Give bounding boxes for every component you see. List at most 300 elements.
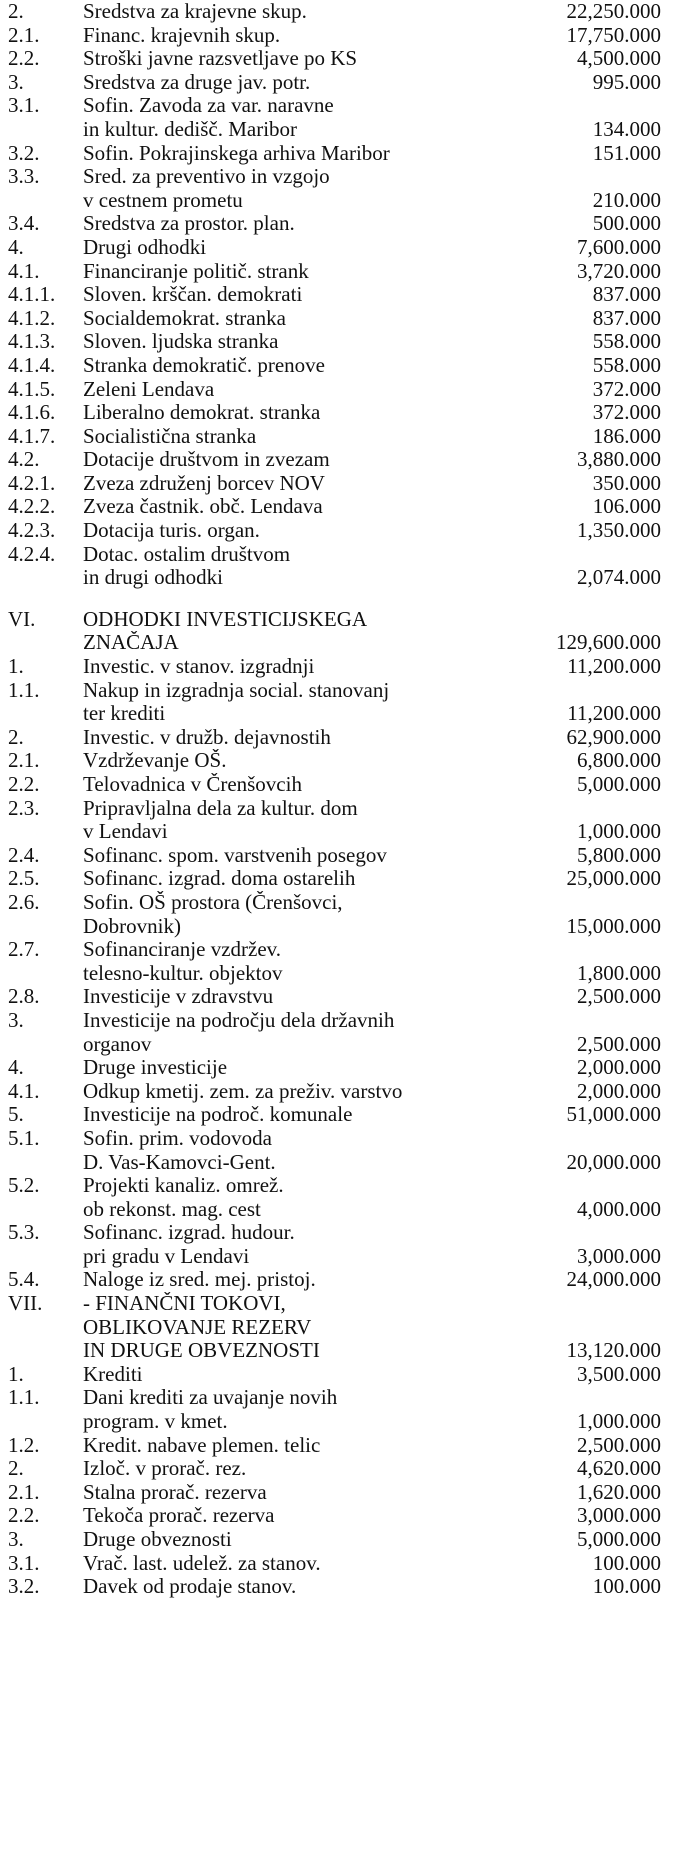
item-description: Dotac. ostalim društvom	[83, 542, 291, 566]
item-amount: 5,000.000	[577, 772, 661, 796]
item-amount: 62,900.000	[566, 724, 661, 749]
item-description: Sofin. Pokrajinskega arhiva Maribor	[83, 141, 390, 165]
item-number: 5.	[8, 1102, 24, 1127]
item-number: 3.1.	[8, 93, 40, 118]
budget-row	[8, 1528, 681, 1552]
item-number: 1.	[8, 1361, 24, 1386]
item-description: Odkup kmetij. zem. za preživ. varstvo	[83, 1079, 403, 1103]
budget-row	[8, 283, 681, 307]
budget-row-line	[8, 608, 681, 632]
item-number: 2.5.	[8, 866, 40, 891]
item-description: ter krediti	[83, 702, 166, 726]
item-description: Telovadnica v Črenšovcih	[83, 773, 302, 796]
item-description: Nakup in izgradnja social. stanovanj	[83, 678, 390, 702]
item-number: 4.1.1.	[8, 282, 56, 307]
item-number: 5.2.	[8, 1173, 40, 1198]
item-amount: 2,074.000	[577, 565, 661, 590]
budget-row-line	[8, 283, 681, 307]
budget-row	[8, 24, 681, 48]
budget-row	[8, 1292, 681, 1363]
item-amount: 1,800.000	[577, 960, 661, 985]
item-amount: 6,800.000	[577, 748, 661, 773]
item-description: Projekti kanaliz. omrež.	[83, 1174, 284, 1198]
budget-row	[8, 1386, 681, 1433]
item-amount: 11,200.000	[567, 654, 661, 679]
item-description: Tekoča prorač. rezerva	[83, 1504, 275, 1528]
budget-row-line	[8, 1009, 681, 1033]
item-number: 2.2.	[8, 772, 40, 796]
budget-row-line	[8, 773, 681, 797]
budget-row	[8, 773, 681, 797]
budget-row-line	[8, 938, 681, 962]
item-description: Zveza združenj borcev NOV	[83, 471, 325, 495]
budget-row	[8, 1457, 681, 1481]
item-amount	[551, 891, 681, 915]
item-number: 4.2.4.	[8, 541, 56, 566]
item-description: Sofin. OŠ prostora (Črenšovci,	[83, 890, 343, 914]
budget-row	[8, 142, 681, 166]
budget-row	[8, 307, 681, 331]
item-number	[8, 1033, 83, 1057]
budget-row	[8, 165, 681, 212]
item-amount: 1,000.000	[577, 819, 661, 844]
item-number: 4.1.	[8, 258, 40, 283]
item-description: v Lendavi	[83, 820, 168, 844]
item-description: Sredstva za druge jav. potr.	[83, 70, 311, 94]
budget-row-line	[8, 165, 681, 189]
item-amount: 995.000	[592, 69, 661, 94]
budget-row-line	[8, 702, 681, 726]
budget-row-line	[8, 260, 681, 284]
item-number	[8, 118, 83, 142]
budget-row	[8, 543, 681, 590]
item-description: Sofinanciranje vzdržev.	[83, 938, 282, 962]
item-amount: 25,000.000	[566, 866, 661, 891]
budget-row-line	[8, 1552, 681, 1576]
item-number: 4.1.5.	[8, 376, 56, 401]
budget-row-line	[8, 189, 681, 213]
item-number	[8, 1245, 83, 1269]
budget-row-line	[8, 142, 681, 166]
item-description: Socialistična stranka	[83, 424, 257, 448]
budget-row	[8, 608, 681, 655]
budget-row-line	[8, 1504, 681, 1528]
budget-row-line	[8, 1339, 681, 1363]
budget-row-line	[8, 1292, 681, 1316]
budget-row	[8, 236, 681, 260]
budget-row-line	[8, 985, 681, 1009]
item-number: 4.	[8, 1055, 24, 1080]
item-amount: 4,000.000	[577, 1196, 661, 1221]
item-description: - FINANČNI TOKOVI,	[83, 1292, 286, 1316]
item-number: 3.	[8, 1007, 24, 1032]
budget-row	[8, 797, 681, 844]
budget-row	[8, 1363, 681, 1387]
item-amount	[551, 1174, 681, 1198]
budget-row	[8, 212, 681, 236]
budget-row	[8, 0, 681, 24]
item-amount: 1,000.000	[577, 1409, 661, 1434]
item-number: 3.2.	[8, 1574, 40, 1599]
item-amount: 134.000	[592, 116, 661, 141]
budget-row-line	[8, 236, 681, 260]
budget-row-line	[8, 212, 681, 236]
item-number: 4.1.	[8, 1078, 40, 1103]
budget-row-line	[8, 726, 681, 750]
item-number: 4.1.3.	[8, 329, 56, 354]
item-amount: 558.000	[592, 329, 661, 354]
item-amount: 20,000.000	[566, 1149, 661, 1174]
budget-row-line	[8, 1575, 681, 1599]
budget-row-line	[8, 891, 681, 915]
budget-row-line	[8, 307, 681, 331]
item-description: in drugi odhodki	[83, 566, 223, 590]
item-amount: 15,000.000	[566, 913, 661, 938]
item-number: 2.3.	[8, 795, 40, 820]
budget-row-line	[8, 0, 681, 24]
budget-row	[8, 1103, 681, 1127]
budget-row-line	[8, 401, 681, 425]
item-amount	[551, 543, 681, 567]
item-amount	[551, 1292, 681, 1316]
budget-row	[8, 655, 681, 679]
item-amount: 151.000	[592, 140, 661, 165]
budget-row	[8, 71, 681, 95]
budget-row-line	[8, 1174, 681, 1198]
item-amount	[551, 94, 681, 118]
item-description: telesno-kultur. objektov	[83, 961, 283, 985]
item-description: Dani krediti za uvajanje novih	[83, 1386, 338, 1410]
item-number: 2.1.	[8, 748, 40, 773]
budget-row	[8, 867, 681, 891]
item-description: Sredstva za krajevne skup.	[83, 0, 307, 23]
item-number: 2.6.	[8, 889, 40, 914]
item-description: Pripravljalna dela za kultur. dom	[83, 796, 358, 820]
budget-row-line	[8, 354, 681, 378]
item-amount: 100.000	[592, 1550, 661, 1575]
budget-row-line	[8, 797, 681, 821]
item-amount: 837.000	[592, 305, 661, 330]
item-number	[8, 566, 83, 590]
item-number: VI.	[8, 606, 36, 631]
item-description: Vrač. last. udelež. za stanov.	[83, 1551, 321, 1575]
item-amount: 210.000	[592, 187, 661, 212]
item-number: 4.2.2.	[8, 494, 56, 519]
item-number: 5.4.	[8, 1267, 40, 1292]
item-description: Investicije na področ. komunale	[83, 1103, 353, 1127]
budget-row-line	[8, 24, 681, 48]
budget-row-line	[8, 1410, 681, 1434]
budget-row	[8, 260, 681, 284]
budget-row	[8, 1552, 681, 1576]
budget-row-line	[8, 1198, 681, 1222]
item-amount: 3,720.000	[577, 258, 661, 283]
item-amount	[551, 679, 681, 703]
budget-row	[8, 472, 681, 496]
item-description: Investic. v stanov. izgradnji	[83, 655, 315, 679]
budget-row-line	[8, 962, 681, 986]
item-amount: 106.000	[592, 494, 661, 519]
budget-row-line	[8, 1033, 681, 1057]
item-number	[8, 631, 83, 655]
item-description: Dotacije društvom in zvezam	[83, 448, 330, 472]
budget-row	[8, 1009, 681, 1056]
item-amount: 4,500.000	[577, 46, 661, 71]
item-description: in kultur. dedišč. Maribor	[83, 117, 298, 141]
item-amount	[551, 608, 681, 632]
item-number: VII.	[8, 1291, 43, 1316]
budget-row-line	[8, 495, 681, 519]
item-amount: 2,000.000	[577, 1055, 661, 1080]
item-description: Sloven. ljudska stranka	[83, 330, 279, 354]
item-amount: 372.000	[592, 400, 661, 425]
item-number	[8, 1198, 83, 1222]
item-amount: 100.000	[592, 1574, 661, 1599]
item-number: 5.3.	[8, 1220, 40, 1245]
item-number	[8, 1151, 83, 1175]
item-amount: 51,000.000	[566, 1102, 661, 1127]
item-number: 4.2.1.	[8, 470, 56, 495]
item-amount: 372.000	[592, 376, 661, 401]
item-amount: 5,800.000	[577, 842, 661, 867]
item-amount: 3,880.000	[577, 447, 661, 472]
item-description: Zeleni Lendava	[83, 377, 215, 401]
item-amount: 3,000.000	[577, 1503, 661, 1528]
item-amount	[551, 1009, 681, 1033]
item-amount	[551, 938, 681, 962]
budget-row	[8, 1504, 681, 1528]
budget-row-line	[8, 566, 681, 590]
budget-row-line	[8, 519, 681, 543]
budget-row	[8, 425, 681, 449]
section-spacer	[8, 590, 681, 608]
item-description: Investicije v zdravstvu	[83, 985, 274, 1009]
item-amount: 22,250.000	[566, 0, 661, 23]
item-description: Druge investicije	[83, 1056, 228, 1080]
item-amount: 2,000.000	[577, 1078, 661, 1103]
item-description: Druge obveznosti	[83, 1528, 232, 1551]
budget-row-line	[8, 1268, 681, 1292]
item-amount: 4,620.000	[577, 1456, 661, 1481]
item-description: Sred. za preventivo in vzgojo	[83, 165, 330, 189]
item-amount	[551, 1386, 681, 1410]
budget-row-line	[8, 867, 681, 891]
budget-row-line	[8, 47, 681, 71]
item-number: 5.1.	[8, 1125, 40, 1150]
item-number: 3.1.	[8, 1550, 40, 1575]
budget-row-line	[8, 749, 681, 773]
item-number: 3.	[8, 69, 24, 94]
budget-row-line	[8, 71, 681, 95]
budget-row-line	[8, 1457, 681, 1481]
item-amount: 7,600.000	[577, 234, 661, 259]
budget-row	[8, 94, 681, 141]
budget-row-line	[8, 1151, 681, 1175]
budget-row-line	[8, 820, 681, 844]
budget-row-line	[8, 1434, 681, 1458]
item-description: organov	[83, 1032, 152, 1056]
item-description: Dotacija turis. organ.	[83, 519, 260, 543]
budget-row-line	[8, 1080, 681, 1104]
item-number: 4.2.	[8, 447, 40, 472]
item-number: 2.1.	[8, 1479, 40, 1504]
item-number: 4.1.6.	[8, 400, 56, 425]
budget-row-line	[8, 543, 681, 567]
item-amount: 2,500.000	[577, 984, 661, 1009]
item-amount	[551, 1316, 681, 1340]
item-description: v cestnem prometu	[83, 188, 243, 212]
budget-row-line	[8, 378, 681, 402]
item-description: program. v kmet.	[83, 1410, 228, 1434]
item-description: Financiranje politič. strank	[83, 259, 309, 283]
budget-row-line	[8, 844, 681, 868]
item-description: pri gradu v Lendavi	[83, 1244, 250, 1268]
item-number: 3.	[8, 1527, 24, 1551]
item-amount: 17,750.000	[566, 22, 661, 47]
budget-row	[8, 1575, 681, 1599]
item-amount: 1,620.000	[577, 1479, 661, 1504]
budget-row-line	[8, 1103, 681, 1127]
item-amount: 2,500.000	[577, 1031, 661, 1056]
item-amount: 500.000	[592, 211, 661, 236]
item-number: 1.1.	[8, 677, 40, 702]
budget-row	[8, 1174, 681, 1221]
item-description: Sofinanc. spom. varstvenih posegov	[83, 843, 387, 867]
item-number	[8, 1339, 83, 1363]
item-amount	[551, 797, 681, 821]
item-description: Stranka demokratič. prenove	[83, 353, 325, 377]
item-number: 3.2.	[8, 140, 40, 165]
budget-row	[8, 749, 681, 773]
item-number: 4.1.2.	[8, 305, 56, 330]
budget-row	[8, 519, 681, 543]
item-number: 4.	[8, 234, 24, 259]
item-amount: 2,500.000	[577, 1432, 661, 1457]
item-description: Naloge iz sred. mej. pristoj.	[83, 1268, 316, 1292]
budget-row-line	[8, 425, 681, 449]
budget-row	[8, 401, 681, 425]
budget-row	[8, 1080, 681, 1104]
budget-row-line	[8, 1056, 681, 1080]
budget-row	[8, 1056, 681, 1080]
item-amount: 350.000	[592, 470, 661, 495]
budget-table	[8, 0, 681, 1599]
item-description: Vzdrževanje OŠ.	[83, 749, 227, 773]
item-number: 3.4.	[8, 211, 40, 236]
budget-row	[8, 1434, 681, 1458]
budget-row-line	[8, 472, 681, 496]
budget-row	[8, 1221, 681, 1268]
budget-row	[8, 726, 681, 750]
budget-row	[8, 679, 681, 726]
budget-row	[8, 47, 681, 71]
item-amount: 129,600.000	[556, 630, 661, 655]
item-description: Stroški javne razsvetljave po KS	[83, 47, 358, 71]
item-description: ob rekonst. mag. cest	[83, 1197, 261, 1221]
item-amount: 3,000.000	[577, 1243, 661, 1268]
item-amount: 1,350.000	[577, 518, 661, 543]
item-description: Stalna prorač. rezerva	[83, 1480, 267, 1504]
item-amount	[551, 1127, 681, 1151]
item-number: 4.1.7.	[8, 423, 56, 448]
item-number	[8, 1410, 83, 1434]
item-number: 2.8.	[8, 984, 40, 1009]
item-number: 1.	[8, 654, 24, 679]
item-description: Sloven. krščan. demokrati	[83, 283, 303, 307]
budget-row	[8, 844, 681, 868]
budget-row	[8, 1481, 681, 1505]
item-description: Investicije na področju dela državnih	[83, 1008, 395, 1032]
item-number: 2.	[8, 724, 24, 749]
item-number	[8, 702, 83, 726]
item-number: 2.1.	[8, 22, 40, 47]
budget-row-line	[8, 915, 681, 939]
item-description: Sofinanc. izgrad. hudour.	[83, 1221, 295, 1245]
item-description: Davek od prodaje stanov.	[83, 1575, 297, 1599]
budget-row	[8, 938, 681, 985]
budget-row-line	[8, 1386, 681, 1410]
item-amount: 24,000.000	[566, 1267, 661, 1292]
item-description: OBLIKOVANJE REZERV	[83, 1315, 312, 1339]
budget-row	[8, 354, 681, 378]
item-description: Krediti	[83, 1362, 143, 1386]
item-number	[8, 820, 83, 844]
budget-row	[8, 1127, 681, 1174]
item-amount: 13,120.000	[566, 1338, 661, 1363]
budget-row-line	[8, 655, 681, 679]
item-description: Izloč. v prorač. rez.	[83, 1457, 247, 1481]
item-number: 1.2.	[8, 1432, 40, 1457]
budget-row	[8, 448, 681, 472]
budget-row-line	[8, 1245, 681, 1269]
item-number	[8, 1316, 83, 1340]
budget-row-line	[8, 448, 681, 472]
item-number: 2.2.	[8, 46, 40, 71]
item-number: 2.2.	[8, 1503, 40, 1528]
item-description: ZNAČAJA	[83, 631, 179, 655]
budget-row	[8, 330, 681, 354]
budget-row	[8, 891, 681, 938]
item-amount	[551, 1221, 681, 1245]
item-description: Kredit. nabave plemen. telic	[83, 1433, 321, 1457]
item-amount: 5,000.000	[577, 1527, 661, 1551]
budget-row-line	[8, 118, 681, 142]
budget-row-line	[8, 1481, 681, 1505]
item-description: Socialdemokrat. stranka	[83, 306, 286, 330]
item-description: Sofin. prim. vodovoda	[83, 1126, 272, 1150]
item-description: Zveza častnik. obč. Lendava	[83, 495, 323, 519]
budget-row-line	[8, 1316, 681, 1340]
item-amount	[551, 165, 681, 189]
budget-row-line	[8, 631, 681, 655]
budget-row-line	[8, 1528, 681, 1552]
item-description: Sofinanc. izgrad. doma ostarelih	[83, 867, 356, 891]
budget-row-line	[8, 94, 681, 118]
item-number: 3.3.	[8, 164, 40, 189]
item-description: Dobrovnik)	[83, 914, 181, 938]
item-number	[8, 915, 83, 939]
budget-row-line	[8, 679, 681, 703]
budget-row	[8, 985, 681, 1009]
item-description: Sredstva za prostor. plan.	[83, 212, 295, 236]
item-amount: 837.000	[592, 282, 661, 307]
budget-row-line	[8, 1127, 681, 1151]
budget-row	[8, 1268, 681, 1292]
item-amount: 558.000	[592, 352, 661, 377]
item-number: 2.7.	[8, 937, 40, 962]
item-description: Drugi odhodki	[83, 235, 207, 259]
item-number	[8, 189, 83, 213]
